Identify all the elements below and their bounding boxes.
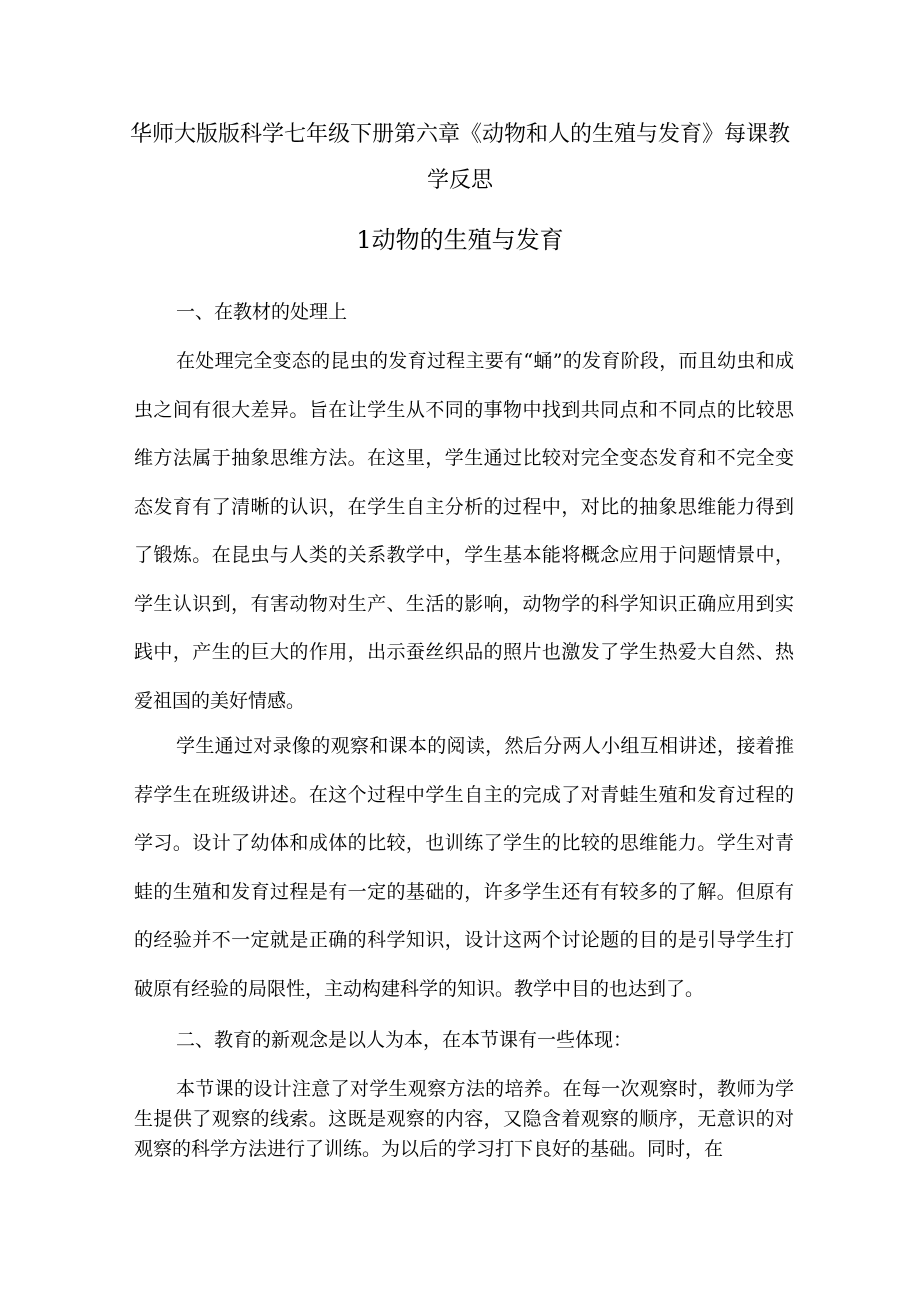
document-title: 华师大版版科学七年级下册第六章《动物和人的生殖与发育》每课教学反思 — [130, 122, 791, 193]
paragraph-1: 在处理完全变态的昆虫的发育过程主要有“蛹”的发育阶段，而且幼虫和成虫之间有很大差异。旨在让学生从不同的事物中找到共同点和不同点的比较思维方法属于抽象思维方法。在这里，学生通过比较对完全变态发育和不完全变态发育有了清晰的认识，在学生自主分析的过程中，对比的抽象思维能力得到了锻炼。在昆虫与人类的关系教学中，学生基本能将概念应用于问题情景中，学生认识到，有害动物对生产、生活的影响，动物学的科学知识正确应用到实践中，产生的巨大的作用，出示蚕丝织品的照片也激发了学生热爱大自然、热爱祖国的美好情感。 — [134, 350, 794, 712]
section-1-heading: 一、在教材的处理上 — [176, 301, 348, 323]
section-2-heading: 二、教育的新观念是以人为本，在本节课有一些体现： — [176, 1029, 633, 1051]
lesson-title: 1动物的生殖与发育 — [356, 226, 564, 254]
paragraph-3: 本节课的设计注意了对学生观察方法的培养。在每一次观察时，教师为学生提供了观察的线索。这既是观察的内容，又隐含着观察的顺序，无意识的对观察的科学方法进行了训练。为以后的学习打下良好的基础。同时，在 — [134, 1078, 794, 1160]
paragraph-2: 学生通过对录像的观察和课本的阅读，然后分两人小组互相讲述，接着推荐学生在班级讲述。在这个过程中学生自主的完成了对青蛙生殖和发育过程的学习。设计了幼体和成体的比较，也训练了学生的比较的思维能力。学生对青蛙的生殖和发育过程是有一定的基础的，许多学生还有有较多的了解。但原有的经验并不一定就是正确的科学知识，设计这两个讨论题的目的是引导学生打破原有经验的局限性，主动构建科学的知识。教学中目的也达到了。 — [134, 735, 794, 1000]
